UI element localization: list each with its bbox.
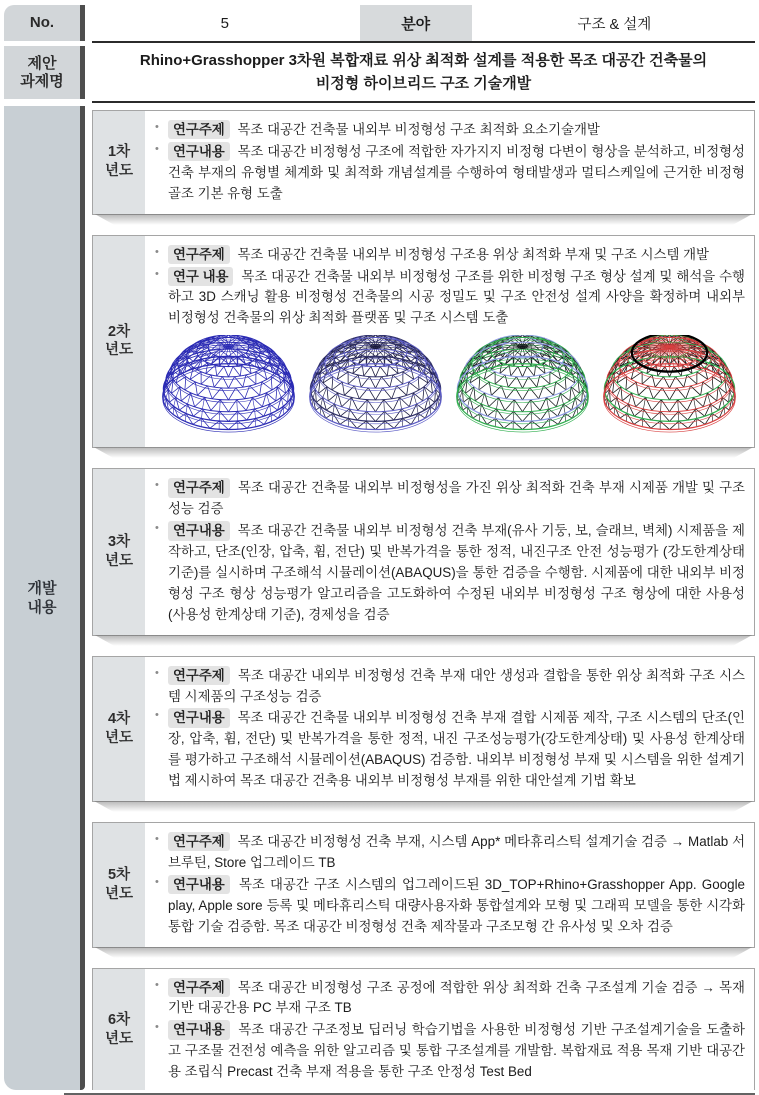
year-block-5 [92,822,755,948]
dome-wireframe-image-3 [449,335,596,439]
research-topic-item [153,978,745,1020]
research-content-text: 목조 대공간 구조정보 딥러닝 학습기법을 사용한 비정형성 기반 구조설계기술을 도출하고 구조물 건전성 예측을 위한 알고리즘 및 통합 구조설계를 개발함. 복합재료 적용 목재 기반 대공간용 조립식 Precast 건축 부재 적용을 통한 구조 안정성 Test Bed [168,1022,745,1080]
research-topic-text: 목조 대공간 건축물 내외부 비정형성 구조 최적화 요소기술개발 [237,122,600,137]
research-topic-badge: 연구주제 [168,478,230,497]
field-label-cell: 분야 [360,5,472,41]
header-divider-2 [92,101,755,103]
proposal-title: Rhino+Grasshopper 3차원 복합재료 위상 최적화 설계를 적용한 목조 대공간 건축물의 비정형 하이브리드 구조 기술개발 [139,52,708,92]
bullet-icon: • [155,833,159,846]
bullet-icon: • [155,1021,159,1034]
year-label-6: 6차 년도 [93,969,145,1090]
research-content-badge: 연구내용 [168,1020,230,1039]
no-label-cell: No. [4,5,85,41]
bullet-icon: • [155,875,159,888]
research-topic-item [153,478,745,520]
year-label-2: 2차 년도 [93,236,145,448]
research-topic-badge: 연구주제 [168,120,230,139]
dome-wireframe-image-2 [302,335,449,439]
research-topic-badge: 연구주제 [168,245,230,264]
header-divider-1 [92,41,755,43]
year-block-3 [92,468,755,635]
research-topic-badge: 연구주제 [168,832,230,851]
header-row-title [4,46,755,99]
year-label-1: 1차 년도 [93,111,145,214]
research-content-badge: 연구내용 [168,708,230,727]
research-topic-text: 목조 대공간 건축물 내외부 비정형성 구조용 위상 최적화 부재 및 구조 시스템 개발 [237,246,709,262]
research-topic-text: 목조 대공간 비정형성 건축 부재, 시스템 App* 메타휴리스틱 설계기술 검증 → Matlab 서브루틴, Store 업그레이드 TB [168,834,745,870]
bullet-icon: • [155,479,159,492]
development-content-label-cell: 개발 내용 [4,106,85,1090]
research-topic-badge: 연구주제 [168,978,230,997]
research-content-item [153,708,745,792]
research-topic-badge: 연구주제 [168,666,230,685]
dome-wireframe-image-1 [155,335,302,439]
research-content-item [153,267,745,330]
year-label-3: 3차 년도 [93,469,145,634]
research-content-badge: 연구 내용 [168,267,233,286]
research-content-text: 목조 대공간 건축물 내외부 비정형성 구조를 위한 비정형 구조 형상 설계 및 해석을 수행하고 3D 스캐닝 활용 비정형성 건축물의 시공 정밀도 및 구조 안전성 설계 사양을 확정하며 내외부 비정형성 건축물의 위상 최적화 플랫폼 및 구조 시스템 도출 [168,268,745,326]
year-label-5: 5차 년도 [93,823,145,947]
bullet-icon: • [155,666,159,679]
research-topic-text: 목조 대공간 건축물 내외부 비정형성을 가진 위상 최적화 건축 부재 시제품 개발 및 구조성능 검증 [168,480,745,517]
year-block-1 [92,110,755,215]
header-row-no-field [4,5,755,41]
year-block-4 [92,656,755,802]
year-block-6 [92,968,755,1090]
research-content-badge: 연구내용 [168,875,230,894]
research-topic-item [153,832,745,874]
research-content-item [153,1020,745,1083]
proposal-label-cell: 제안 과제명 [4,46,85,99]
research-content-text: 목조 대공간 건축물 내외부 비정형성 건축 부재(유사 기둥, 보, 슬래브, 벽체) 시제품을 제작하고, 단조(인장, 압축, 휨, 전단) 및 반복가격을 통한 정적, 내진구조 안전 성능평가 (강도한계상태 기준)를 실시하며 구조해석 시뮬레이션(ABAQUS)을 통한 검증을 수행함. 시제품에 대한 내외부 비정형성 구조 형상 성능평가 알고리즘을 고도화하여 수정된 내외부 비정형성 구조 형상에 대한 사용성(사용성 한계상태 기준), 경제성을 검증 [168,523,745,622]
bullet-icon: • [155,267,159,280]
year-block-2 [92,235,755,449]
year-blocks-column [92,106,755,1090]
dome-images-row [153,335,745,439]
dome-wireframe-image-4 [596,335,743,439]
research-topic-item [153,120,745,141]
year-label-4: 4차 년도 [93,657,145,801]
research-topic-text: 목조 대공간 내외부 비정형성 건축 부재 대안 생성과 결합을 통한 위상 최적화 구조 시스템 시제품의 구조성능 검증 [168,667,745,704]
bullet-icon: • [155,522,159,535]
bullet-icon: • [155,142,159,155]
research-content-text: 목조 대공간 건축물 내외부 비정형성 건축 부재 결합 시제품 제작, 구조 시스템의 단조(인장, 압축, 휨, 전단) 및 반복가격을 통한 정적, 내진 구조성능평가(강도한계상태) 및 사용성 한계상태를 평가하고 구조해석 시뮬레이션(ABAQUS) 검증함. 내외부 비정형성 부재 및 시스템을 위한 설계기법 제시하여 목조 대공간 건축용 내외부 비정형성 부재를 위한 대안설계 기법 확보 [168,710,745,789]
research-topic-item [153,245,745,266]
bullet-icon: • [155,121,159,133]
development-content-section [4,106,755,1090]
research-content-item [153,142,745,205]
research-content-text: 목조 대공간 구조 시스템의 업그레이드된 3D_TOP+Rhino+Grasshopper App. Google play, Apple sore 등록 및 메타휴리스틱 대량사용자화 통합설계와 모형 및 그래픽 모델을 통한 시각화 통합 기술 검증함. 목조 대공간 비정형성 건축 제작물과 구조모형 간 유사성 및 오차 검증 [168,876,745,934]
bullet-icon: • [155,245,159,258]
research-content-text: 목조 대공간 비정형성 구조에 적합한 자가지지 비정형 다변이 형상을 분석하고, 비정형성 건축 부재의 유형별 체계화 및 최적화 개념설계를 수행하여 형태발생과 멀티스케일에 근거한 비정형 골조 기본 유형 도출 [168,143,745,201]
research-content-item [153,875,745,938]
bullet-icon: • [155,978,159,991]
field-value-cell: 구조 & 설계 [577,16,652,33]
research-content-badge: 연구내용 [168,142,230,161]
research-content-item [153,521,745,626]
bullet-icon: • [155,709,159,722]
research-content-badge: 연구내용 [168,521,230,540]
no-value-cell: 5 [220,14,230,32]
research-topic-item [153,666,745,708]
research-topic-text: 목조 대공간 비정형성 구조 공정에 적합한 위상 최적화 건축 구조설계 기술 검증 → 목재 기반 대공간용 PC 부재 구조 TB [168,979,745,1016]
